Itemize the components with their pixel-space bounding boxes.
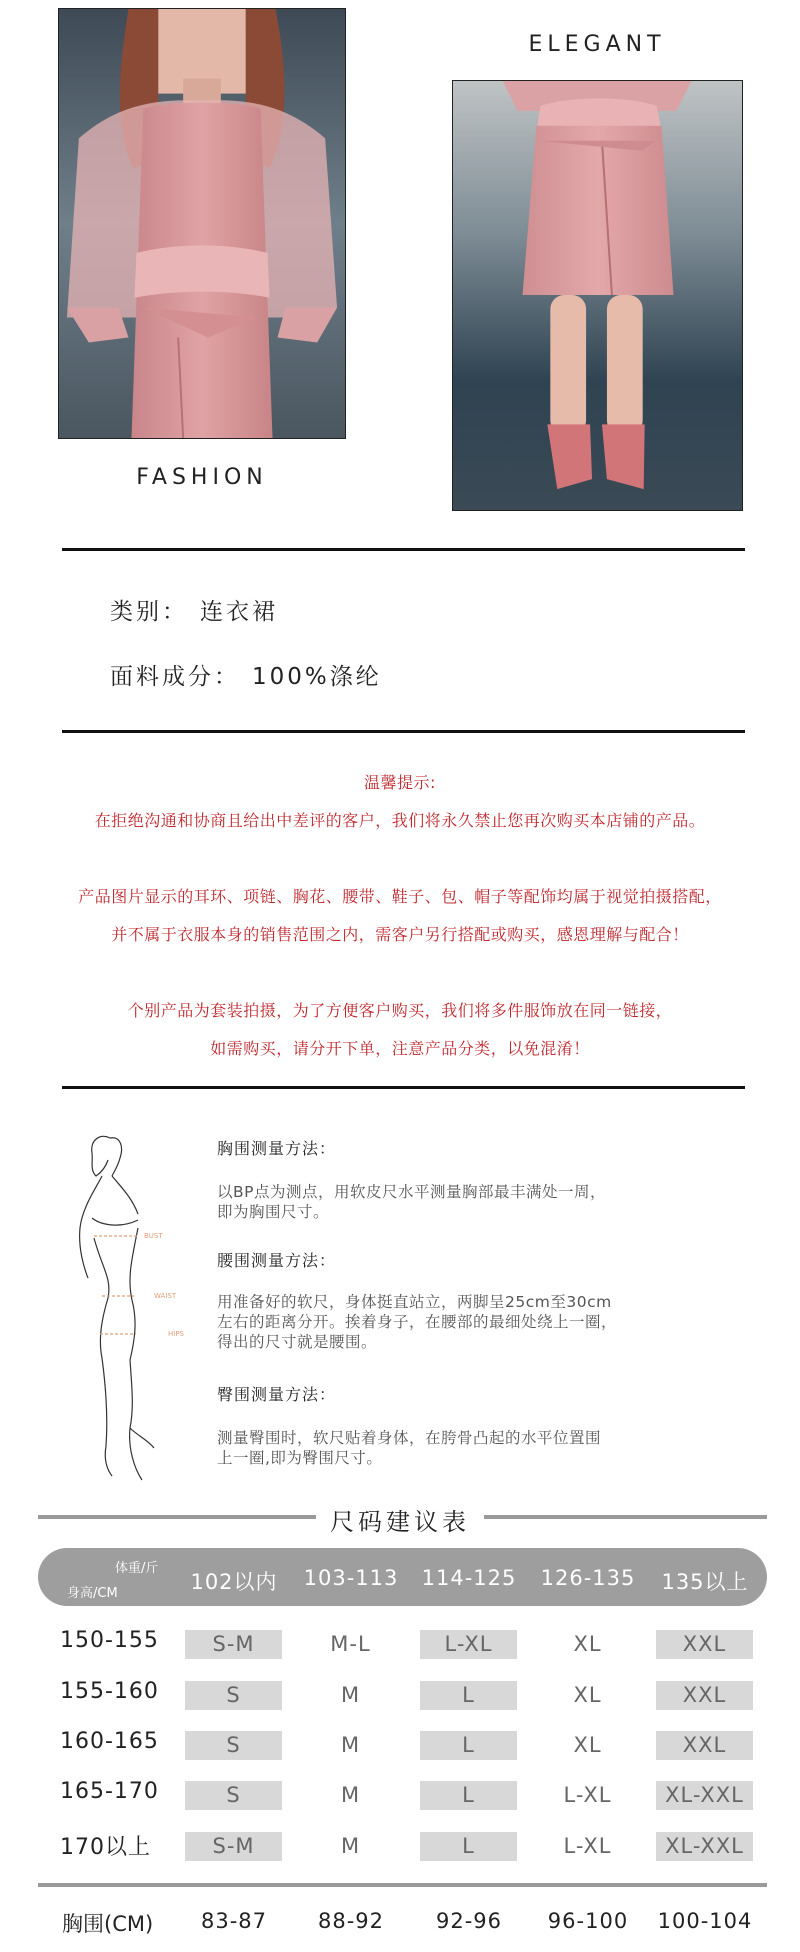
header-col-2: 103-113 <box>303 1566 399 1590</box>
row-4-cell-5: XL-XXL <box>656 1781 753 1810</box>
divider-notice <box>62 1086 745 1089</box>
divider-top <box>62 548 745 551</box>
row-5-cell-4: L-XL <box>563 1834 612 1858</box>
row-1-cell-5: XXL <box>656 1630 753 1659</box>
row-2-cell-3: L <box>420 1681 517 1710</box>
category-row <box>110 593 278 626</box>
hip-method-text-1: 测量臀围时，软尺贴着身体，在胯骨凸起的水平位置围 <box>217 1429 602 1447</box>
size-table-title: 尺码建议表 <box>330 1508 470 1536</box>
elegant-photo-art <box>453 81 742 510</box>
row-1-cell-1: S-M <box>185 1630 282 1659</box>
size-table-bottom-line <box>38 1883 767 1887</box>
fashion-caption: FASHION <box>136 465 268 490</box>
bust-label: 胸围(CM) <box>62 1912 154 1936</box>
header-col-4: 126-135 <box>540 1566 636 1590</box>
row-2-height: 155-160 <box>60 1679 159 1704</box>
notice-line-3: 并不属于衣服本身的销售范围之内，需客户另行搭配或购买，感恩理解与配合！ <box>111 925 689 944</box>
row-3-cell-5: XXL <box>656 1731 753 1760</box>
row-4-cell-4: L-XL <box>563 1783 612 1807</box>
header-height-label: 身高/CM <box>67 1586 118 1601</box>
waist-method-text-1: 用准备好的软尺，身体挺直站立，两脚呈25cm至30cm <box>217 1293 612 1311</box>
row-2-cell-1: S <box>185 1681 282 1710</box>
notice-line-1: 在拒绝沟通和协商且给出中差评的客户，我们将永久禁止您再次购买本店铺的产品。 <box>94 811 706 830</box>
row-5-height: 170以上 <box>60 1835 151 1860</box>
body-figure <box>72 1128 197 1486</box>
row-5-cell-3: L <box>420 1832 517 1861</box>
hip-method-title: 臀围测量方法： <box>217 1385 337 1404</box>
header-col-5: 135以上 <box>661 1570 749 1594</box>
row-5-cell-5: XL-XXL <box>656 1832 753 1861</box>
row-4-height: 165-170 <box>60 1779 159 1804</box>
row-2-cell-2: M <box>340 1683 361 1707</box>
fabric-label: 面料成分： <box>110 664 240 690</box>
bust-value-5: 100-104 <box>657 1909 753 1933</box>
elegant-caption: ELEGANT <box>528 32 666 57</box>
fabric-value: 100%涤纶 <box>252 664 382 690</box>
header-col-1: 102以内 <box>190 1570 278 1594</box>
header-weight-label: 体重/斤 <box>115 1561 159 1576</box>
figure-label-waist: WAIST <box>154 1292 177 1300</box>
fashion-photo-art <box>59 9 345 438</box>
row-1-cell-2: M-L <box>330 1632 371 1656</box>
figure-label-bust: BUST <box>144 1232 163 1240</box>
row-5-cell-2: M <box>340 1834 361 1858</box>
row-3-height: 160-165 <box>60 1729 159 1754</box>
fabric-row <box>110 658 382 691</box>
notice-line-5: 如需购买，请分开下单，注意产品分类，以免混淆！ <box>210 1039 590 1058</box>
row-3-cell-4: XL <box>573 1733 602 1757</box>
row-1-cell-3: L-XL <box>420 1630 517 1659</box>
elegant-photo <box>452 80 743 511</box>
bust-value-1: 83-87 <box>200 1909 268 1933</box>
bust-method-text-2: 即为胸围尺寸。 <box>217 1203 330 1221</box>
figure-label-hips: HIPS <box>168 1330 184 1338</box>
notice-title: 温馨提示: <box>364 773 436 792</box>
row-2-cell-4: XL <box>573 1683 602 1707</box>
bust-value-4: 96-100 <box>547 1909 629 1933</box>
waist-method-text-2: 左右的距离分开。挨着身子，在腰部的最细处绕上一圈， <box>217 1313 618 1331</box>
bust-value-3: 92-96 <box>435 1909 503 1933</box>
row-1-cell-4: XL <box>573 1632 602 1656</box>
bust-method-title: 胸围测量方法： <box>217 1139 337 1158</box>
waist-method-title: 腰围测量方法： <box>217 1251 337 1270</box>
table-title-line-right <box>484 1515 767 1519</box>
row-4-cell-2: M <box>340 1783 361 1807</box>
hip-method-text-2: 上一圈,即为臀围尺寸。 <box>217 1449 383 1467</box>
waist-method-text-3: 得出的尺寸就是腰围。 <box>217 1333 378 1351</box>
category-label: 类别： <box>110 599 188 625</box>
notice-line-4: 个别产品为套装拍摄，为了方便客户购买，我们将多件服饰放在同一链接， <box>127 1001 673 1020</box>
row-4-cell-3: L <box>420 1781 517 1810</box>
category-value: 连衣裙 <box>200 599 278 625</box>
row-3-cell-3: L <box>420 1731 517 1760</box>
row-4-cell-1: S <box>185 1781 282 1810</box>
notice-line-2: 产品图片显示的耳环、项链、胸花、腰带、鞋子、包、帽子等配饰均属于视觉拍摄搭配， <box>78 887 722 906</box>
row-3-cell-2: M <box>340 1733 361 1757</box>
body-figure-icon <box>72 1128 197 1486</box>
fashion-photo <box>58 8 346 439</box>
row-1-height: 150-155 <box>60 1628 159 1653</box>
header-col-3: 114-125 <box>421 1566 517 1590</box>
bust-method-text-1: 以BP点为测点，用软皮尺水平测量胸部最丰满处一周， <box>217 1183 606 1201</box>
row-3-cell-1: S <box>185 1731 282 1760</box>
row-2-cell-5: XXL <box>656 1681 753 1710</box>
bust-value-2: 88-92 <box>317 1909 385 1933</box>
divider-specs <box>62 730 745 733</box>
row-5-cell-1: S-M <box>185 1832 282 1861</box>
